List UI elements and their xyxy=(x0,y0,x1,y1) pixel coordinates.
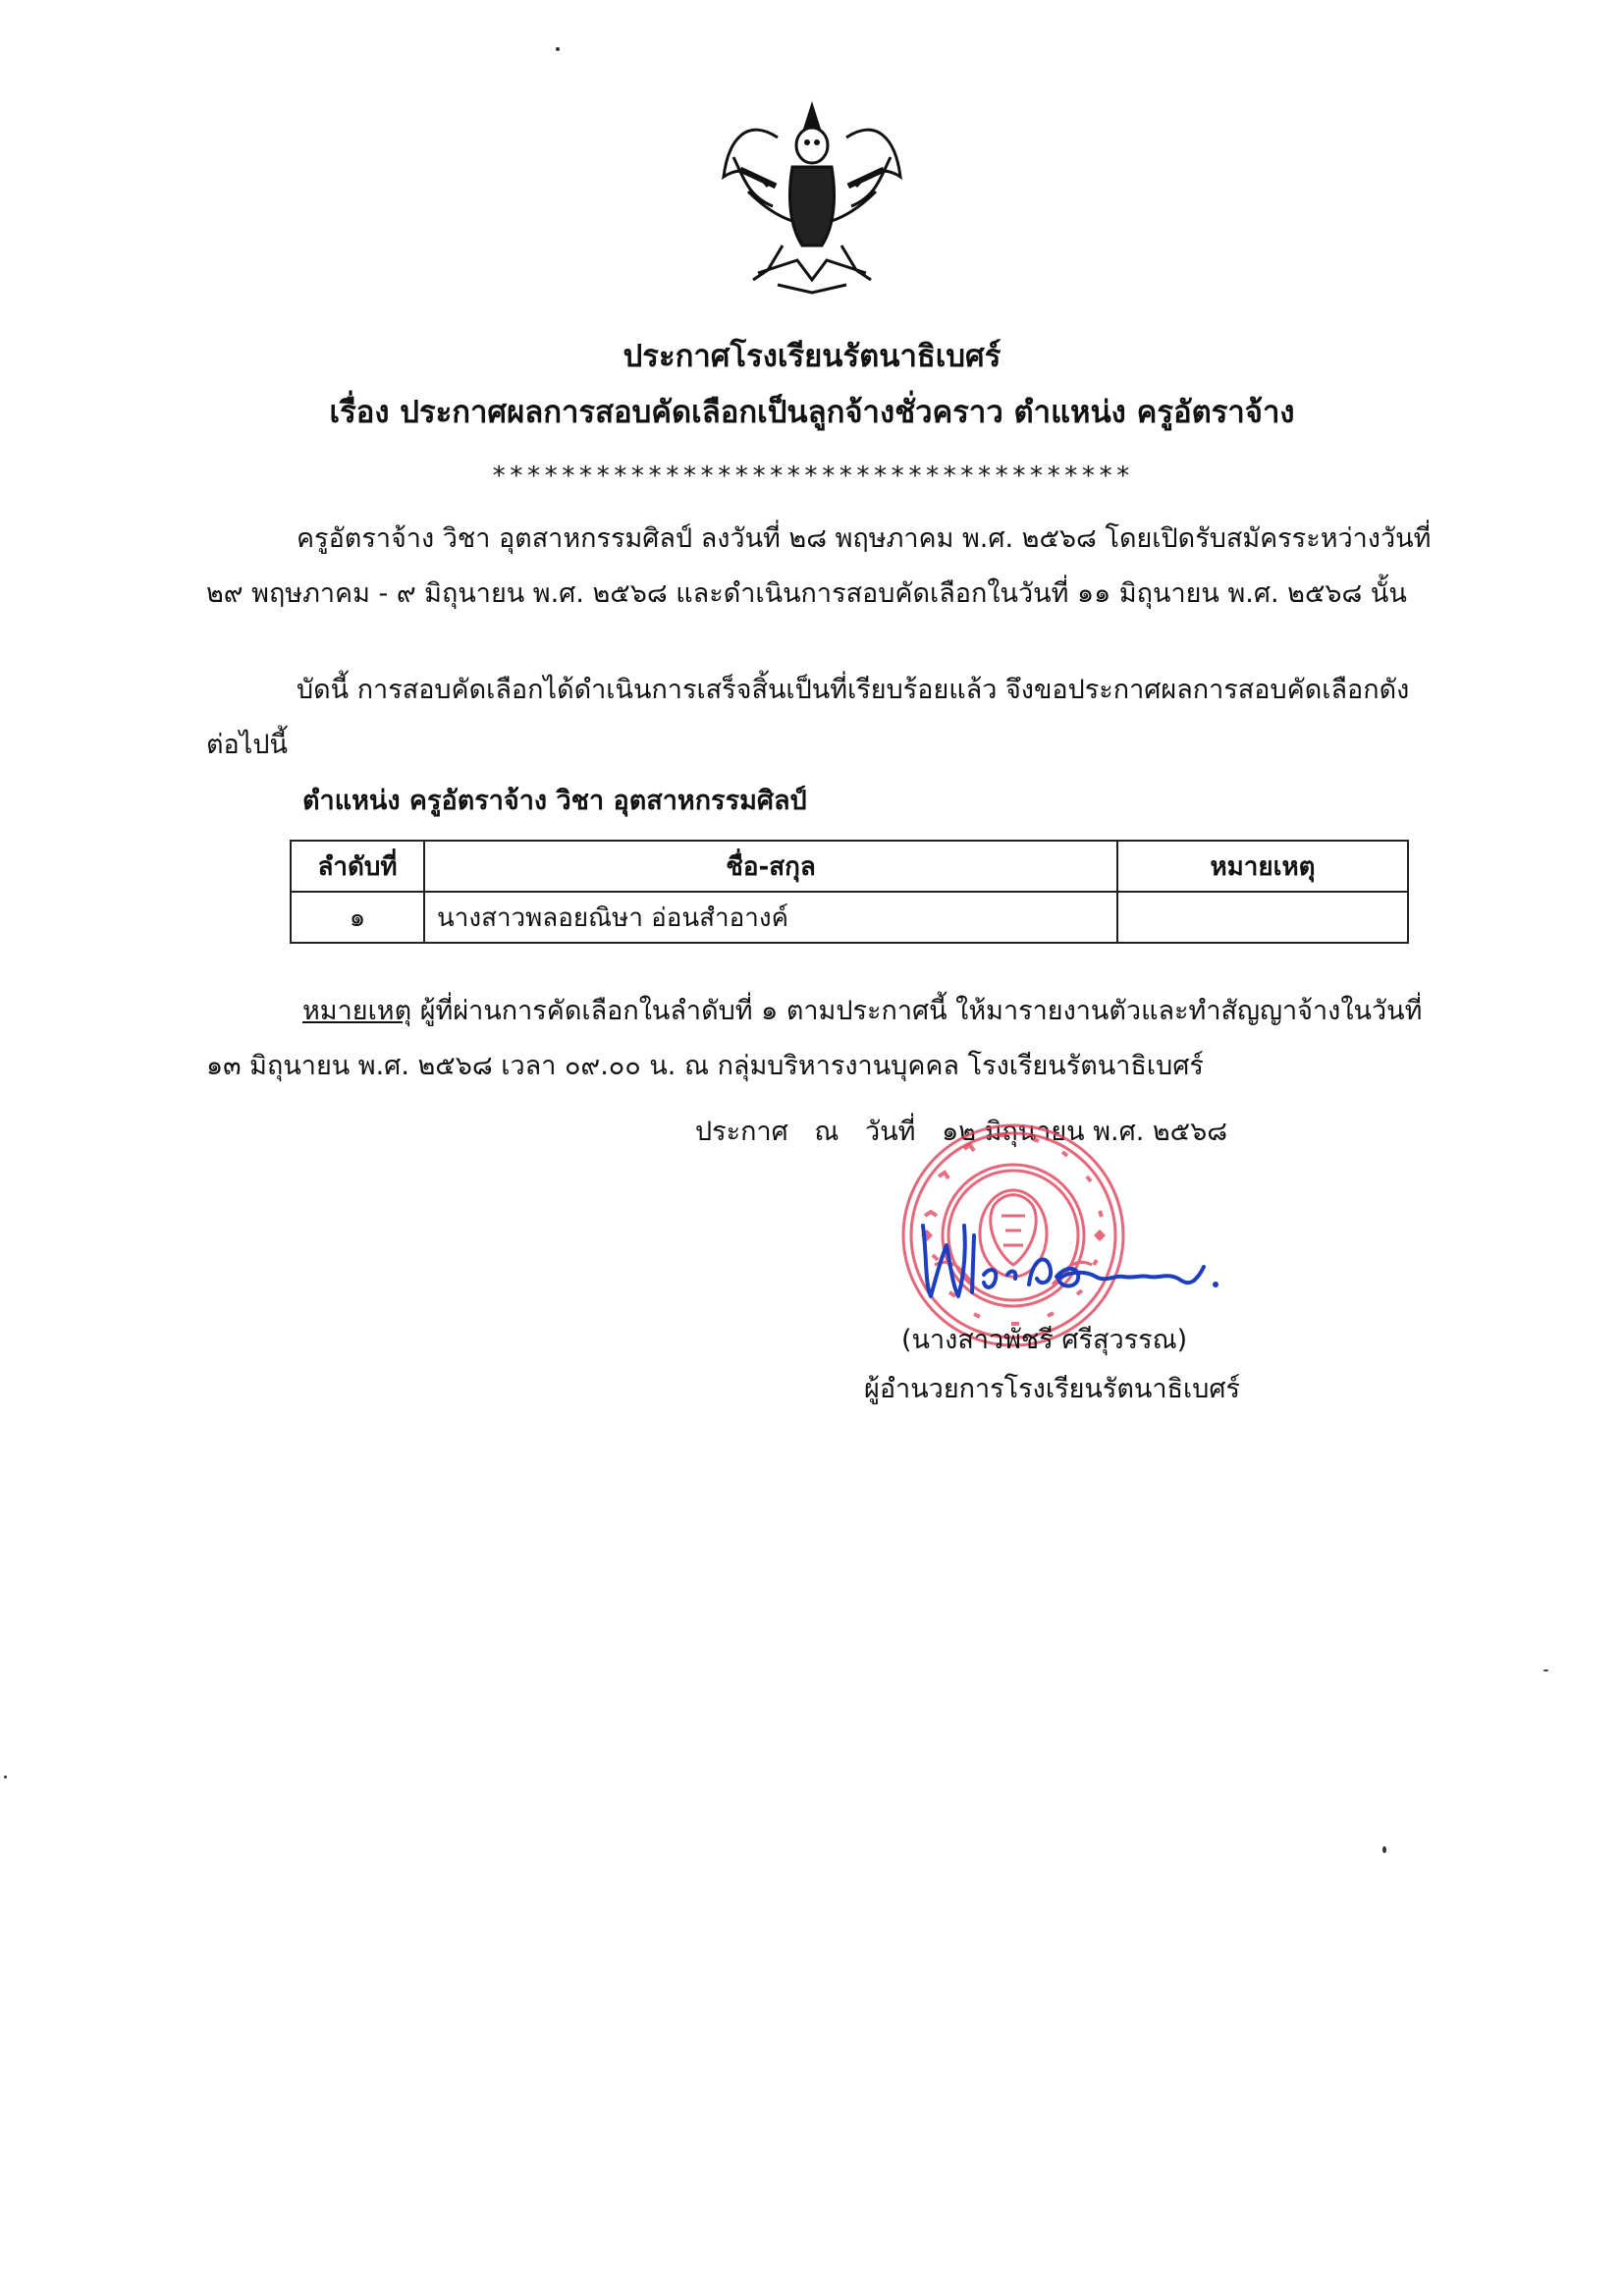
remark-label: หมายเหตุ xyxy=(302,996,412,1026)
issue-at: ณ xyxy=(814,1117,839,1147)
intro-paragraph xyxy=(206,512,1438,622)
result-paragraph xyxy=(206,663,1438,773)
intro-paragraph-text: ครูอัตราจ้าง วิชา อุตสาหกรรมศิลป์ ลงวันที่ ๒๘ พฤษภาคม พ.ศ. ๒๕๖๘ โดยเปิดรับสมัครระหว่างวันที่ ๒๙ พฤษภาคม - ๙ มิถุนายน พ.ศ. ๒๕๖๘ และดำเนินการสอบคัดเลือกในวันที่ ๑๑ มิถุนายน พ.ศ. ๒๕๖๘ นั้น xyxy=(206,523,1432,609)
position-heading: ตำแหน่ง ครูอัตราจ้าง วิชา อุตสาหกรรมศิลป์ xyxy=(302,786,807,816)
scan-speck xyxy=(1382,1846,1386,1853)
signer-title: ผู้อำนวยการโรงเรียนรัตนาธิเบศร์ xyxy=(864,1374,1240,1404)
column-header-name: ชื่อ-สกุล xyxy=(424,841,1117,892)
table-row xyxy=(291,892,1408,943)
cell-note xyxy=(1117,892,1408,943)
issue-prefix: ประกาศ xyxy=(695,1117,788,1147)
announcement-title: ประกาศโรงเรียนรัตนาธิเบศร์ xyxy=(623,339,1001,374)
scan-speck xyxy=(556,47,560,51)
column-header-order: ลำดับที่ xyxy=(291,841,424,892)
cell-order: ๑ xyxy=(291,892,424,943)
director-signature xyxy=(913,1206,1237,1314)
garuda-emblem-icon xyxy=(709,98,915,304)
table-header-row xyxy=(291,841,1408,892)
scan-speck xyxy=(4,1776,7,1778)
issue-date: ๑๒ มิถุนายน พ.ศ. ๒๕๖๘ xyxy=(942,1117,1228,1147)
announcement-subject: เรื่อง ประกาศผลการสอบคัดเลือกเป็นลูกจ้างชั่วคราว ตำแหน่ง ครูอัตราจ้าง xyxy=(329,395,1295,430)
signer-name: (นางสาวพัชรี ศรีสุวรรณ) xyxy=(901,1325,1188,1355)
cell-name: นางสาวพลอยณิษา อ่อนสำอางค์ xyxy=(424,892,1117,943)
result-paragraph-text: บัดนี้ การสอบคัดเลือกได้ดำเนินการเสร็จสิ้นเป็นที่เรียบร้อยแล้ว จึงขอประกาศผลการสอบคัดเลือกดังต่อไปนี้ xyxy=(206,675,1410,760)
remark-text: ผู้ที่ผ่านการคัดเลือกในลำดับที่ ๑ ตามประกาศนี้ ให้มารายงานตัวและทำสัญญาจ้างในวันที่ ๑๓ มิถุนายน พ.ศ. ๒๕๖๘ เวลา ๐๙.๐๐ น. ณ กลุ่มบริหารงานบุคคล โรงเรียนรัตนาธิเบศร์ xyxy=(206,996,1423,1081)
scan-speck xyxy=(1543,1669,1548,1671)
column-header-note: หมายเหตุ xyxy=(1117,841,1408,892)
issue-day-label: วันที่ xyxy=(865,1117,916,1147)
remark-paragraph xyxy=(206,984,1438,1094)
result-table xyxy=(290,840,1409,944)
star-divider: ************************************* xyxy=(491,462,1133,491)
